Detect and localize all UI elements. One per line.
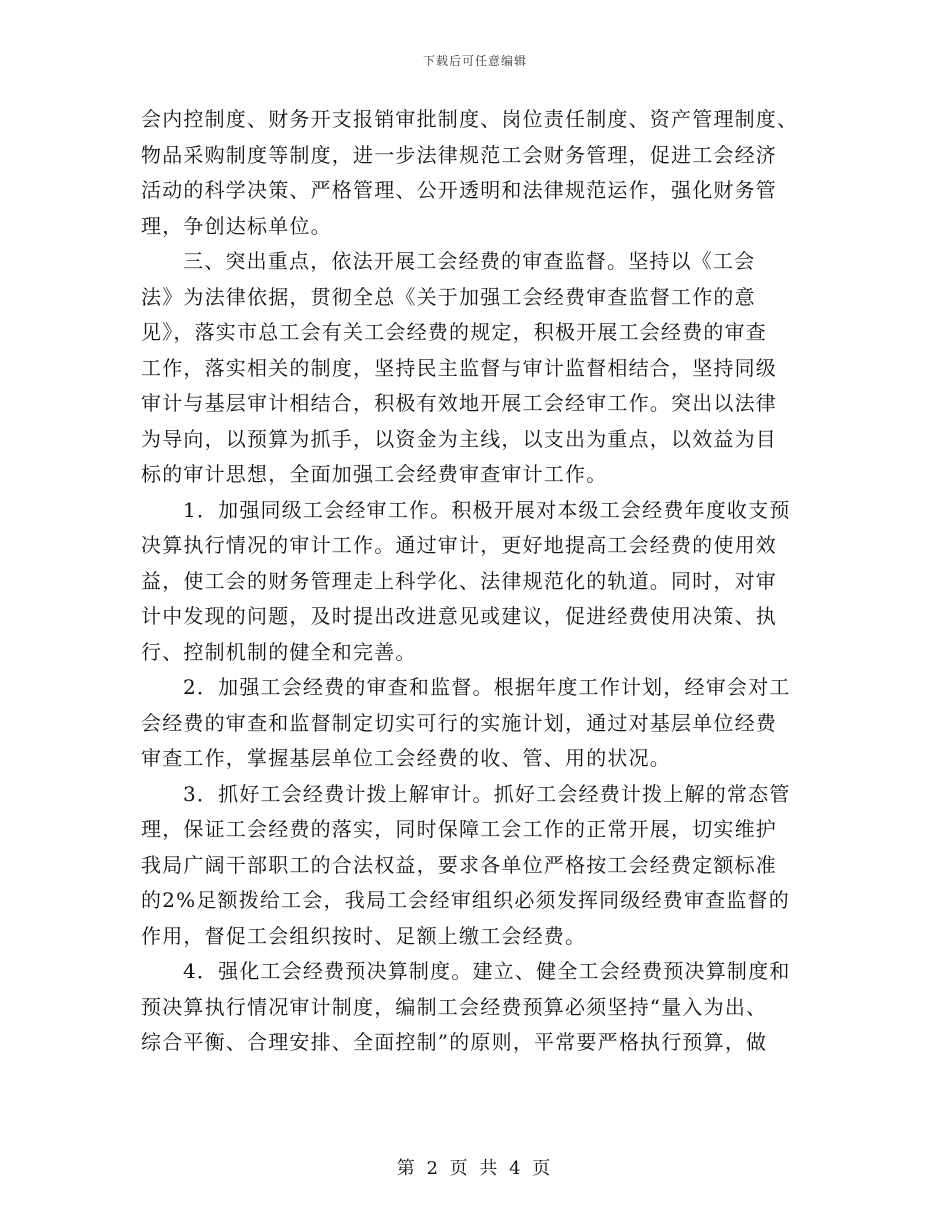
text-line: 行、控制机制的健全和完善。	[141, 639, 417, 664]
text-line: 我局广阔干部职工的合法权益，要求各单位严格按工会经费定额标准	[141, 852, 777, 877]
text-line: 计中发现的问题，及时提出改进意见或建议，促进经费使用决策、执	[141, 604, 777, 628]
text-line: 见》，落实市总工会有关工会经费的规定，积极开展工会经费的审查	[141, 320, 767, 344]
text-line: 理，争创达标单位。	[141, 213, 332, 238]
text-line: 决算执行情况的审计工作。通过审计，更好地提高工会经费的使用效	[141, 533, 777, 557]
page-number-footer: 第 2 页 共 4 页	[396, 1158, 554, 1179]
text-line: 审查工作，掌握基层单位工会经费的收、管、用的状况。	[141, 746, 671, 770]
text-line: 标的审计思想，全面加强工会经费审查审计工作。	[141, 462, 608, 486]
text-line: 法》为法律依据，贯彻全总《关于加强工会经费审查监督工作的意	[141, 284, 756, 309]
text-line: 物品采购制度等制度，进一步法律规范工会财务管理，促进工会经济	[141, 142, 777, 167]
text-line: 工作，落实相关的制度，坚持民主监督与审计监督相结合，坚持同级	[141, 355, 777, 380]
text-line: 预决算执行情况审计制度，编制工会经费预算必须坚持“量入为出、	[141, 994, 768, 1019]
list-item-line: 4．强化工会经费预决算制度。建立、健全工会经费预决算制度和	[183, 959, 791, 983]
text-line: 作用，督促工会组织按时、足额上缴工会经费。	[141, 923, 587, 948]
text-line: 活动的科学决策、严格管理、公开透明和法律规范运作，强化财务管	[141, 178, 777, 202]
text-line: 的2%足额拨给工会，我局工会经审组织必须发挥同级经费审查监督的	[141, 888, 790, 912]
text-line: 审计与基层审计相结合，积极有效地开展工会经审工作。突出以法律	[141, 391, 777, 415]
text-line: 会内控制度、财务开支报销审批制度、岗位责任制度、资产管理制度、	[141, 107, 799, 131]
list-item-line: 2．加强工会经费的审查和监督。根据年度工作计划，经审会对工	[183, 675, 791, 699]
list-item-line: 1．加强同级工会经审工作。积极开展对本级工会经费年度收支预	[183, 497, 791, 522]
text-line: 会经费的审查和监督制定切实可行的实施计划，通过对基层单位经费	[141, 710, 777, 735]
section-heading-line: 三、突出重点，依法开展工会经费的审查监督。坚持以《工会	[183, 249, 756, 273]
text-line: 益，使工会的财务管理走上科学化、法律规范化的轨道。同时，对审	[141, 568, 777, 593]
text-line: 为导向，以预算为抓手，以资金为主线，以支出为重点，以效益为目	[141, 426, 777, 451]
document-body	[141, 102, 811, 1061]
text-line: 理，保证工会经费的落实，同时保障工会工作的正常开展，切实维护	[141, 817, 777, 841]
text-line: 综合平衡、合理安排、全面控制”的原则，平常要严格执行预算，做	[141, 1030, 768, 1054]
page-header: 下载后可任意编辑	[422, 54, 527, 68]
list-item-line: 3．抓好工会经费计拨上解审计。抓好工会经费计拨上解的常态管	[183, 781, 791, 806]
